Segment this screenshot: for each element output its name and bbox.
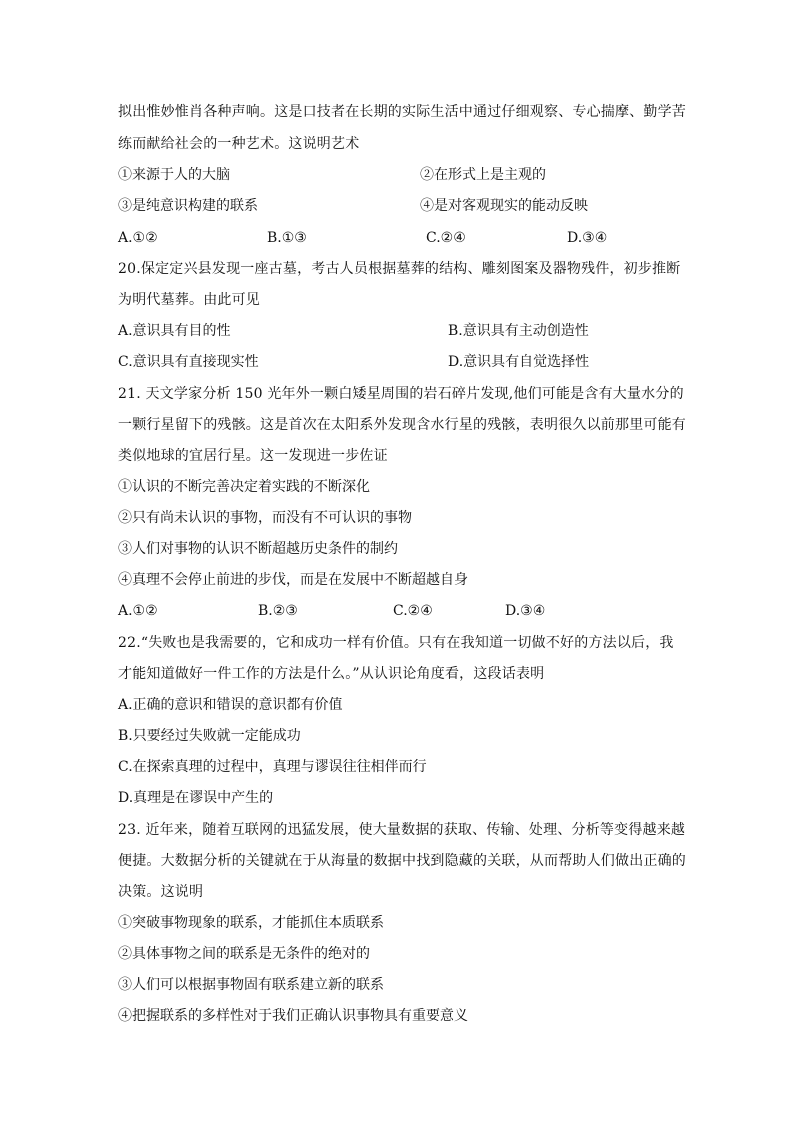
q19-stem-line-2: 练而献给社会的一种艺术。这说明艺术: [118, 136, 360, 152]
q21-option-d: D.③④: [505, 603, 546, 619]
q21-stem-line-3: 类似地球的宜居行星。这一发现进一步佐证: [118, 448, 388, 464]
q19-statement-3: ③是纯意识构建的联系: [118, 198, 258, 214]
q19-stem-line-1: 拟出惟妙惟肖各种声响。这是口技者在长期的实际生活中通过仔细观察、专心揣摩、勤学苦: [118, 104, 686, 120]
q21-option-a: A.①②: [118, 603, 158, 619]
q22-option-d: D.真理是在谬误中产生的: [118, 790, 274, 806]
q21-stem-line-2: 一颗行星留下的残骸。这是首次在太阳系外发现含水行星的残骸，表明很久以前那里可能有: [118, 417, 686, 433]
q19-option-a: A.①②: [118, 230, 158, 246]
q21-statement-1: ①认识的不断完善决定着实践的不断深化: [118, 479, 370, 495]
q21-option-b: B.②③: [258, 603, 298, 619]
q23-stem-line-1: 23. 近年来，随着互联网的迅猛发展，使大量数据的获取、传输、处理、分析等变得越来越: [118, 822, 686, 838]
q21-statement-4: ④真理不会停止前进的步伐，而是在发展中不断超越自身: [118, 572, 468, 588]
q23-statement-4: ④把握联系的多样性对于我们正确认识事物具有重要意义: [118, 1008, 468, 1024]
q23-stem-line-2: 便捷。大数据分析的关键就在于从海量的数据中找到隐藏的关联，从而帮助人们做出正确的: [118, 853, 686, 869]
q21-statement-2: ②只有尚未认识的事物，而没有不可认识的事物: [118, 510, 412, 526]
q19-statement-2: ②在形式上是主观的: [420, 167, 546, 183]
q22-option-c: C.在探索真理的过程中，真理与谬误往往相伴而行: [118, 759, 427, 775]
q20-stem-line-1: 20.保定定兴县发现一座古墓，考古人员根据墓葬的结构、雕刻图案及器物残件，初步推断: [118, 261, 681, 277]
q23-statement-3: ③人们可以根据事物固有联系建立新的联系: [118, 977, 384, 993]
q19-option-c: C.②④: [426, 230, 466, 246]
q19-option-d: D.③④: [567, 230, 608, 246]
q20-option-a: A.意识具有目的性: [118, 323, 231, 339]
q19-statement-4: ④是对客观现实的能动反映: [420, 198, 588, 214]
q19-statement-1: ①来源于人的大脑: [118, 167, 230, 183]
q21-statement-3: ③人们对事物的认识不断超越历史条件的制约: [118, 541, 398, 557]
q20-option-b: B.意识具有主动创造性: [448, 323, 589, 339]
q20-option-c: C.意识具有直接现实性: [118, 354, 259, 370]
q20-option-d: D.意识具有自觉选择性: [448, 354, 590, 370]
q19-option-b: B.①③: [267, 230, 307, 246]
q23-statement-2: ②具体事物之间的联系是无条件的绝对的: [118, 946, 370, 962]
q22-option-a: A.正确的意识和错误的意识都有价值: [118, 697, 343, 713]
q20-stem-line-2: 为明代墓葬。由此可见: [118, 292, 260, 308]
q22-option-b: B.只要经过失败就一定能成功: [118, 728, 301, 744]
q23-stem-line-3: 决策。这说明: [118, 884, 204, 900]
q21-option-c: C.②④: [393, 603, 433, 619]
q23-statement-1: ①突破事物现象的联系，才能抓住本质联系: [118, 915, 384, 931]
q22-stem-line-2: 才能知道做好一件工作的方法是什么。”从认识论角度看，这段话表明: [118, 666, 545, 682]
q21-stem-line-1: 21. 天文学家分析 150 光年外一颗白矮星周围的岩石碎片发现,他们可能是含有大量水分的: [118, 386, 684, 402]
q22-stem-line-1: 22.“失败也是我需要的，它和成功一样有价值。只有在我知道一切做不好的方法以后，我: [118, 635, 674, 651]
